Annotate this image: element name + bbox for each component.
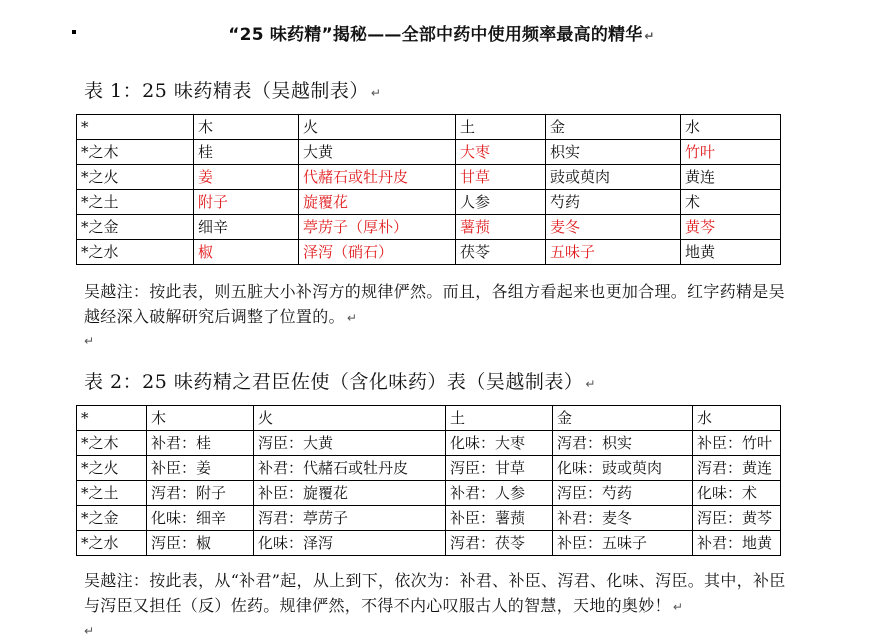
- empty-paragraph-mark: ↵: [84, 334, 95, 348]
- table-cell: 补臣：薯蓣: [446, 506, 553, 531]
- table-cell: 泻臣：椒: [147, 531, 254, 556]
- paragraph-mark: ↵: [585, 377, 596, 391]
- table-cell: 椒: [194, 240, 299, 265]
- table-row: [77, 165, 781, 190]
- table-cell: 代赭石或牡丹皮: [299, 165, 456, 190]
- table-cell: 泻臣：甘草: [446, 456, 553, 481]
- header-cell: 金: [546, 115, 681, 140]
- table-cell: 人参: [456, 190, 546, 215]
- table-cell: 补臣：五味子: [553, 531, 693, 556]
- row-label-cell: *之水: [77, 240, 194, 265]
- header-cell: 金: [553, 406, 693, 431]
- table-cell: 补君：麦冬: [553, 506, 693, 531]
- table1-note-text: 吴越注：按此表，则五脏大小补泻方的规律俨然。而且，各组方看起来也更加合理。红字药精是吴越经深入破解研究后调整了位置的。: [84, 282, 785, 326]
- table-row: [77, 431, 781, 456]
- table-cell: 化味：大枣: [446, 431, 553, 456]
- table-cell: 竹叶: [681, 140, 781, 165]
- table-row: [77, 140, 781, 165]
- table1: [76, 114, 781, 265]
- table-cell: 枳实: [546, 140, 681, 165]
- row-label-cell: *之金: [77, 506, 147, 531]
- table-cell: 补臣：姜: [147, 456, 254, 481]
- table-cell: 泻臣：芍药: [553, 481, 693, 506]
- table-cell: 化味：泽泻: [254, 531, 446, 556]
- table1-heading-text: 表 1：25 味药精表（吴越制表）: [84, 80, 369, 102]
- table-cell: 补臣：竹叶: [693, 431, 781, 456]
- table-cell: 泻君：黄连: [693, 456, 781, 481]
- table-row: [77, 456, 781, 481]
- table-cell: 泽泻（硝石）: [299, 240, 456, 265]
- table-cell: 甘草: [456, 165, 546, 190]
- table-cell: 补君：桂: [147, 431, 254, 456]
- table-row: [77, 481, 781, 506]
- table-cell: 化味：豉或萸肉: [553, 456, 693, 481]
- document-title: [0, 20, 883, 45]
- table-cell: 芍药: [546, 190, 681, 215]
- table-cell: 泻臣：黄芩: [693, 506, 781, 531]
- table1-note: [84, 279, 789, 331]
- table-cell: 化味：细辛: [147, 506, 254, 531]
- table1-heading: [84, 76, 381, 103]
- table-cell: 地黄: [681, 240, 781, 265]
- header-cell: 木: [194, 115, 299, 140]
- header-cell: 水: [681, 115, 781, 140]
- row-label-cell: *之土: [77, 190, 194, 215]
- table2-note: [84, 568, 789, 620]
- document-title-text: “25 味药精”揭秘——全部中药中使用频率最高的精华: [228, 25, 643, 45]
- table-cell: 茯苓: [456, 240, 546, 265]
- table-cell: 泻君：枳实: [553, 431, 693, 456]
- paragraph-mark: ↵: [346, 311, 358, 325]
- table-cell: 五味子: [546, 240, 681, 265]
- table-cell: 补君：地黄: [693, 531, 781, 556]
- table-header-row: [77, 406, 781, 431]
- paragraph-mark: ↵: [370, 86, 382, 100]
- table-cell: 补君：代赭石或牡丹皮: [254, 456, 446, 481]
- row-label-cell: *之火: [77, 456, 147, 481]
- header-cell: 火: [254, 406, 446, 431]
- table-cell: 薯蓣: [456, 215, 546, 240]
- table-cell: 泻君：附子: [147, 481, 254, 506]
- table-cell: 黄芩: [681, 215, 781, 240]
- paragraph-mark: ↵: [672, 600, 684, 614]
- row-label-cell: *之土: [77, 481, 147, 506]
- table-cell: 泻君：葶苈子: [254, 506, 446, 531]
- table-cell: 泻臣：大黄: [254, 431, 446, 456]
- table2-heading: [84, 367, 596, 394]
- table-cell: 桂: [194, 140, 299, 165]
- table2-note-text: 吴越注：按此表，从“补君”起，从上到下，依次为：补君、补臣、泻君、化味、泻臣。其中，补臣与泻臣又担任（反）佐药。规律俨然，不得不内心叹服古人的智慧，天地的奥妙！: [84, 571, 786, 615]
- row-label-cell: *之木: [77, 140, 194, 165]
- row-label-cell: *之木: [77, 431, 147, 456]
- table-cell: 黄连: [681, 165, 781, 190]
- table-cell: 葶苈子（厚朴）: [299, 215, 456, 240]
- table-cell: 豉或萸肉: [546, 165, 681, 190]
- table2: [76, 405, 781, 556]
- table-cell: 附子: [194, 190, 299, 215]
- row-label-cell: *之金: [77, 215, 194, 240]
- table-row: [77, 215, 781, 240]
- table-cell: 泻君：茯苓: [446, 531, 553, 556]
- table-row: [77, 531, 781, 556]
- table-cell: 补臣：旋覆花: [254, 481, 446, 506]
- table-row: [77, 240, 781, 265]
- table-row: [77, 190, 781, 215]
- table-cell: 补君：人参: [446, 481, 553, 506]
- header-cell: 木: [147, 406, 254, 431]
- table-cell: 麦冬: [546, 215, 681, 240]
- header-cell: *: [77, 115, 194, 140]
- header-cell: 土: [456, 115, 546, 140]
- header-cell: 水: [693, 406, 781, 431]
- row-label-cell: *之水: [77, 531, 147, 556]
- table-cell: 姜: [194, 165, 299, 190]
- table-cell: 大黄: [299, 140, 456, 165]
- paragraph-mark: ↵: [644, 29, 655, 43]
- table2-heading-text: 表 2：25 味药精之君臣佐使（含化味药）表（吴越制表）: [84, 371, 584, 393]
- table-cell: 旋覆花: [299, 190, 456, 215]
- header-cell: *: [77, 406, 147, 431]
- table-cell: 术: [681, 190, 781, 215]
- header-cell: 土: [446, 406, 553, 431]
- header-cell: 火: [299, 115, 456, 140]
- table-row: [77, 506, 781, 531]
- table-header-row: [77, 115, 781, 140]
- table-cell: 化味：术: [693, 481, 781, 506]
- table-cell: 细辛: [194, 215, 299, 240]
- empty-paragraph-mark: ↵: [84, 624, 95, 638]
- table-cell: 大枣: [456, 140, 546, 165]
- row-label-cell: *之火: [77, 165, 194, 190]
